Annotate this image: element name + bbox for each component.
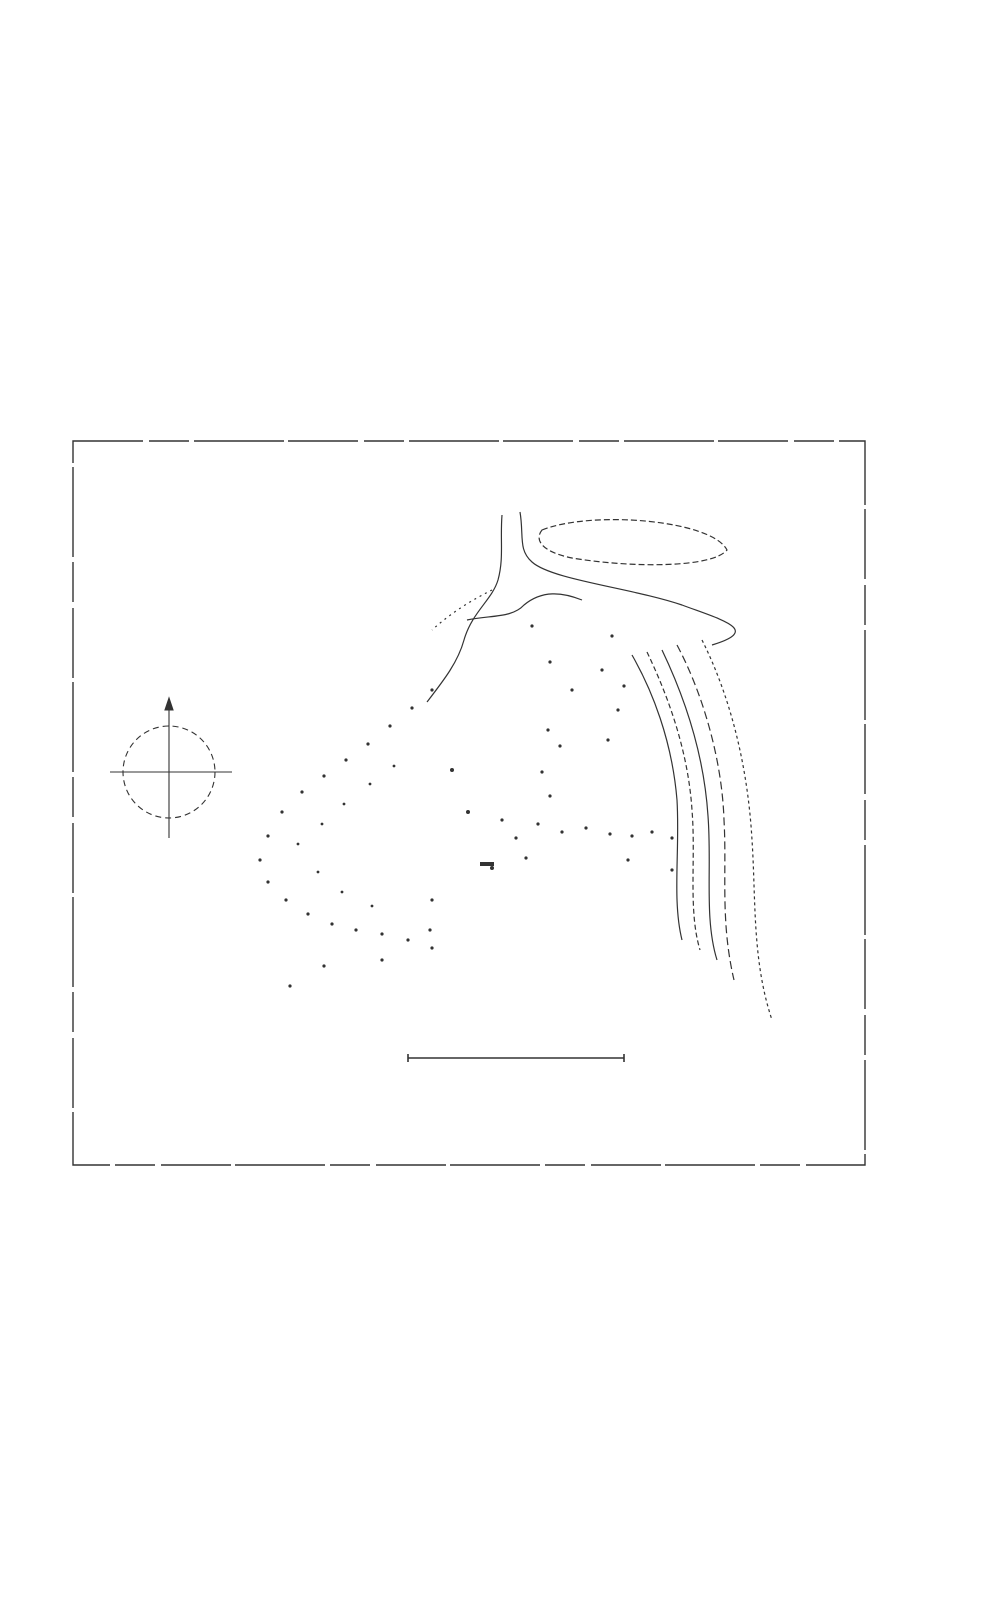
shoal-boundary (258, 624, 673, 987)
compass-rose (110, 698, 232, 838)
ship-icon (480, 862, 494, 866)
scale-bar (408, 1054, 624, 1062)
map-figure (72, 440, 866, 1166)
coastline (427, 512, 772, 1020)
map-drawing (72, 440, 866, 1166)
